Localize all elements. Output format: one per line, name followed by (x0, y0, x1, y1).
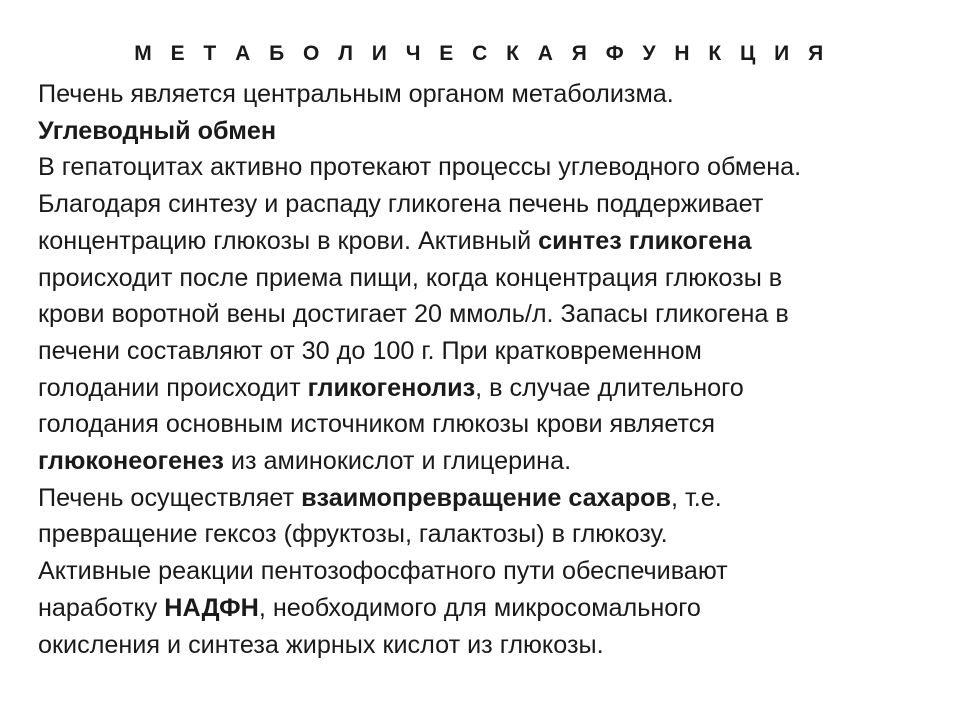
text-line (38, 553, 926, 590)
text-line (38, 406, 926, 443)
text-line (38, 260, 926, 297)
text-segment: окисления и синтеза жирных кислот из глюкозы. (38, 630, 604, 659)
text-line (38, 480, 926, 517)
text-line (38, 516, 926, 553)
text-segment: , необходимого для микросомального (258, 593, 701, 622)
text-segment: превращение гексоз (фруктозы, галактозы) в глюкозу. (38, 520, 668, 549)
bold-term: Углеводный обмен (38, 116, 277, 145)
text-line (38, 333, 926, 370)
bold-term: гликогенолиз (307, 373, 476, 402)
text-segment: наработку (38, 593, 165, 622)
text-segment: Печень осуществляет (38, 483, 302, 512)
text-line (38, 627, 926, 664)
text-line (38, 113, 926, 150)
text-line (38, 590, 926, 627)
slide-body-text (38, 76, 926, 663)
text-line (38, 370, 926, 407)
text-line (38, 223, 926, 260)
text-segment: Активные реакции пентозофосфатного пути обеспечивают (38, 557, 728, 586)
text-segment: , т.е. (670, 483, 722, 512)
text-segment: голодании происходит (38, 373, 308, 402)
text-segment: голодания основным источником глюкозы крови является (38, 410, 715, 439)
text-line (38, 76, 926, 113)
text-segment: Благодаря синтезу и распаду гликогена печень поддерживает (38, 190, 764, 219)
text-segment: крови воротной вены достигает 20 ммоль/л. Запасы гликогена в (38, 300, 789, 329)
text-segment: Печень является центральным органом метаболизма. (38, 80, 674, 108)
bold-term: взаимопревращение сахаров (301, 483, 671, 512)
text-line (38, 443, 926, 480)
text-segment: из аминокислот и глицерина. (223, 447, 572, 476)
text-line (38, 296, 926, 333)
text-segment: печени составляют от 30 до 100 г. При кратковременном (38, 336, 702, 365)
text-line (38, 149, 926, 186)
bold-term: глюконеогенез (38, 447, 224, 476)
bold-term: синтез гликогена (538, 226, 752, 255)
text-segment: концентрацию глюкозы в крови. Активный (38, 226, 539, 255)
text-segment: В гепатоцитах активно протекают процессы углеводного обмена. (38, 153, 802, 182)
text-line (38, 186, 926, 223)
text-segment: , в случае длительного (475, 373, 744, 402)
slide-title: М Е Т А Б О Л И Ч Е С К А Я Ф У Н К Ц И Я (134, 42, 830, 65)
text-segment: происходит после приема пищи, когда концентрация глюкозы в (38, 263, 783, 292)
bold-term: НАДФН (164, 593, 259, 622)
